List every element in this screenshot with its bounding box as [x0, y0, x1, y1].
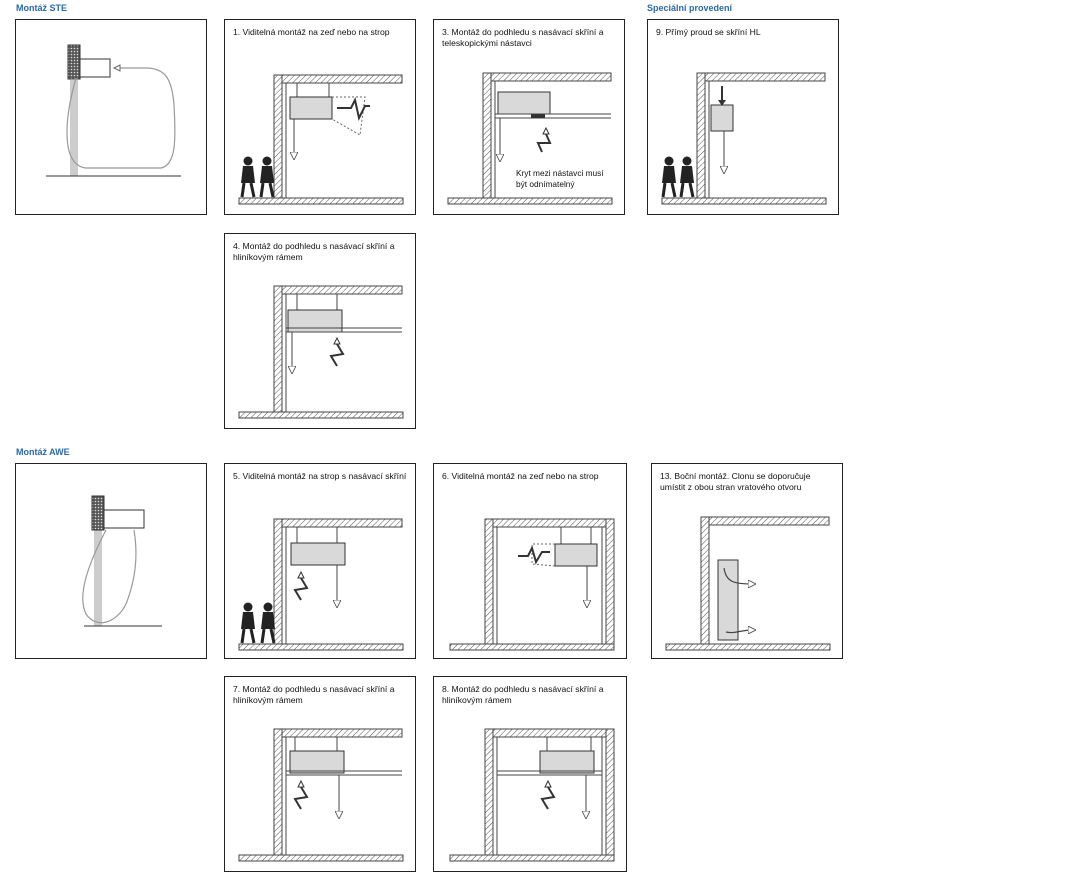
section-heading-ste: Montáž STE	[16, 3, 67, 13]
panel-3-note: Kryt mezi nástavci musí být odnímatelný	[516, 168, 604, 189]
section-heading-special: Speciální provedení	[647, 3, 733, 13]
panel-1-caption: 1. Viditelná montáž na zeď nebo na strop	[233, 27, 390, 37]
panel-9	[647, 19, 839, 215]
panel-9-caption: 9. Přímý proud se skříní HL	[656, 27, 761, 37]
ste-overview-panel	[15, 19, 207, 215]
panel-7	[224, 676, 416, 872]
panel-3-caption: 3. Montáž do podhledu s nasávací skříní a teleskopickými nástavci	[442, 27, 604, 48]
panel-9-diagram	[648, 20, 840, 216]
panel-1	[224, 19, 416, 215]
panel-4-diagram	[225, 234, 417, 430]
panel-13	[651, 463, 843, 659]
panel-3	[433, 19, 625, 215]
panel-6	[433, 463, 627, 659]
panel-6-diagram	[434, 464, 628, 660]
panel-8-caption: 8. Montáž do podhledu s nasávací skříní a hliníkovým rámem	[442, 684, 604, 705]
panel-1-diagram	[225, 20, 417, 216]
panel-3-diagram	[434, 20, 626, 216]
awe-airflow-diagram	[16, 464, 208, 660]
panel-6-caption: 6. Viditelná montáž na zeď nebo na strop	[442, 471, 599, 481]
panel-13-diagram	[652, 464, 844, 660]
panel-8	[433, 676, 627, 872]
panel-7-diagram	[225, 677, 417, 873]
panel-5	[224, 463, 416, 659]
panel-7-caption: 7. Montáž do podhledu s nasávací skříní a hliníkovým rámem	[233, 684, 395, 705]
panel-4	[224, 233, 416, 429]
awe-overview-panel	[15, 463, 207, 659]
panel-13-caption: 13. Boční montáž. Clonu se doporučuje umístit z obou stran vratového otvoru	[660, 471, 811, 492]
panel-5-diagram	[225, 464, 417, 660]
ste-airflow-diagram	[16, 20, 208, 216]
section-heading-awe: Montáž AWE	[16, 447, 70, 457]
panel-5-caption: 5. Viditelná montáž na strop s nasávací skříní	[233, 471, 407, 481]
panel-8-diagram	[434, 677, 628, 873]
panel-4-caption: 4. Montáž do podhledu s nasávací skříní a hliníkovým rámem	[233, 241, 395, 262]
